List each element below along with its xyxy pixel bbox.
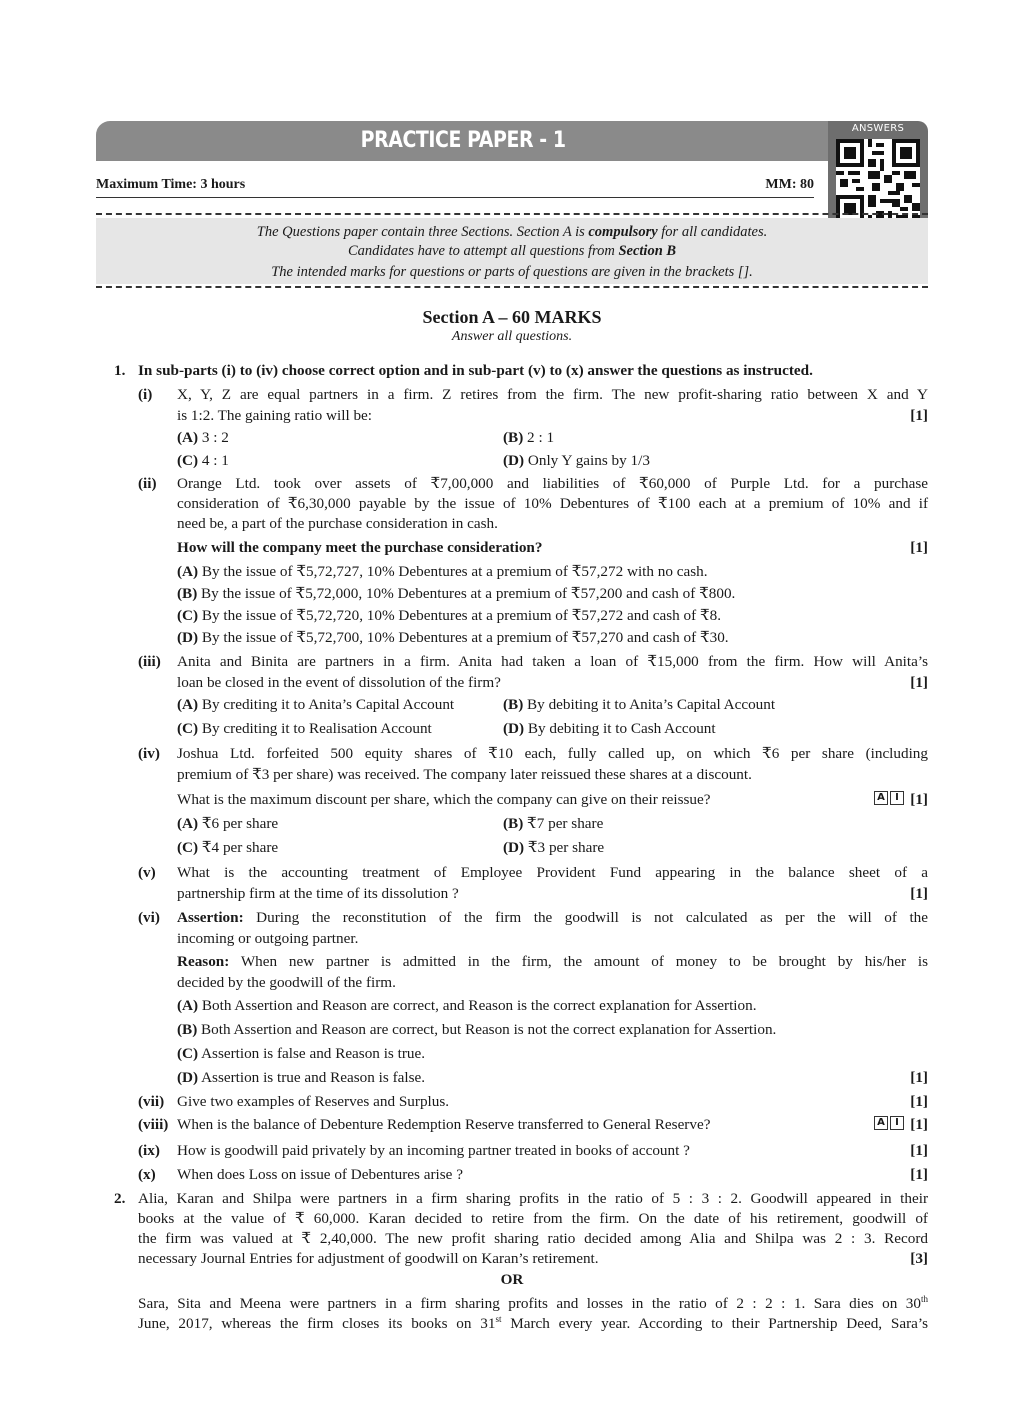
- subpart-label: (viii): [138, 1116, 169, 1133]
- question-text: Give two examples of Reserves and Surplus.: [177, 1093, 450, 1110]
- question-stem: In sub-parts (i) to (iv) choose correct option and in sub-part (v) to (x) answer the questions as instructed.: [138, 362, 813, 379]
- subpart-label: (ix): [138, 1142, 160, 1159]
- instruction-line-2: Candidates have to attempt all questions from Section B: [347, 243, 677, 259]
- marks-label: [1]: [910, 1116, 928, 1133]
- paper-title: PRACTICE PAPER - 1: [360, 128, 566, 153]
- option-d: (D) By the issue of ₹5,72,700, 10% Debentures at a premium of ₹57,270 and cash of ₹30.: [177, 629, 729, 646]
- option-a: (A) Both Assertion and Reason are correct, and Reason is the correct explanation for Assertion.: [177, 997, 757, 1014]
- question-text: partnership firm at the time of its dissolution ?: [177, 885, 459, 902]
- section-subtitle: Answer all questions.: [451, 329, 573, 344]
- option-b: (B) ₹7 per share: [503, 815, 604, 832]
- question-text: When is the balance of Debenture Redemption Reserve transferred to General Reserve?: [177, 1116, 711, 1133]
- question-number: 1.: [114, 362, 126, 379]
- assertion-text: incoming or outgoing partner.: [177, 930, 359, 947]
- marks-label: [3]: [910, 1250, 928, 1267]
- option-c: (C) 4 : 1: [177, 452, 229, 469]
- marks-label: [1]: [910, 407, 928, 424]
- subpart-label: (x): [138, 1166, 156, 1183]
- question-text: Sara, Sita and Meena were partners in a firm sharing profits and losses in the ratio of 2 : 2 : 1. Sara dies on 30th: [138, 1293, 928, 1312]
- marks-label: [1]: [910, 885, 928, 902]
- option-b: (B) By debiting it to Anita’s Capital Account: [503, 696, 776, 713]
- subpart-label: (iii): [138, 653, 161, 670]
- option-c: (C) ₹4 per share: [177, 839, 279, 856]
- assertion-text: Assertion: During the reconstitution of the firm the goodwill is not calculated as per the will of the: [177, 909, 928, 926]
- dashed-divider-top: [96, 213, 928, 215]
- max-marks: MM: 80: [765, 177, 814, 192]
- divider: [96, 197, 814, 198]
- question-text: Anita and Binita are partners in a firm. Anita had taken a loan of ₹15,000 from the firm. How will Anita’s: [177, 653, 928, 670]
- question-text: What is the accounting treatment of Employee Provident Fund appearing in the balance sheet of a: [177, 864, 928, 881]
- paper-title-bar: [96, 121, 830, 161]
- marks-label: [1]: [910, 1069, 928, 1086]
- section-title: Section A – 60 MARKS: [422, 307, 602, 327]
- subpart-label: (vi): [138, 909, 160, 926]
- dashed-divider-bottom: [96, 286, 928, 288]
- qr-code-icon[interactable]: [836, 139, 920, 223]
- question-text: Orange Ltd. took over assets of ₹7,00,000 and liabilities of ₹60,000 of Purple Ltd. for a purchase: [177, 475, 928, 492]
- subpart-label: (ii): [138, 475, 157, 492]
- option-b: (B) Both Assertion and Reason are correct, but Reason is not the correct explanation for Assertion.: [177, 1021, 777, 1038]
- marks-label: [1]: [910, 1166, 928, 1183]
- marks-label: [1]: [910, 1093, 928, 1110]
- ai-badge-icon: A I: [874, 1115, 906, 1133]
- option-c: (C) Assertion is false and Reason is true.: [177, 1045, 426, 1062]
- question-text: June, 2017, whereas the firm closes its books on 31st March every year. According to their Partnership Deed, Sara’s: [138, 1313, 928, 1332]
- question-text: need be, a part of the purchase consideration in cash.: [177, 515, 498, 532]
- question-text: the firm was valued at ₹ 2,40,000. The new profit sharing ratio decided among Alia and Shilpa was 2 : 3. Record: [138, 1230, 928, 1247]
- instructions-box: [96, 218, 928, 284]
- reason-text: Reason: When new partner is admitted in the firm, the amount of money to be brought by his/her is: [177, 953, 928, 970]
- question-text: consideration of ₹6,30,000 payable by the issue of 10% Debentures of ₹100 each at a premium of 10% and if: [177, 495, 928, 512]
- question-text: How is goodwill paid privately by an incoming partner treated in books of account ?: [177, 1142, 690, 1159]
- reason-text: decided by the goodwill of the firm.: [177, 974, 396, 991]
- subpart-label: (iv): [138, 745, 160, 762]
- option-a: (A) 3 : 2: [177, 429, 229, 446]
- answers-label: ANSWERS: [851, 123, 905, 134]
- question-text: premium of ₹3 per share) was received. The company later reissued these shares at a discount.: [177, 766, 752, 783]
- question-text: necessary Journal Entries for adjustment of goodwill on Karan’s retirement.: [138, 1250, 599, 1267]
- option-b: (B) By the issue of ₹5,72,000, 10% Debentures at a premium of ₹57,200 and cash of ₹800.: [177, 585, 736, 602]
- option-b: (B) 2 : 1: [503, 429, 555, 446]
- question-prompt: What is the maximum discount per share, which the company can give on their reissue?: [177, 791, 711, 808]
- question-number: 2.: [114, 1190, 126, 1207]
- option-d: (D) By debiting it to Cash Account: [503, 720, 716, 737]
- question-text: X, Y, Z are equal partners in a firm. Z retires from the firm. The new profit-sharing ratio between X and Y: [177, 386, 928, 403]
- option-a: (A) ₹6 per share: [177, 815, 279, 832]
- question-text: When does Loss on issue of Debentures arise ?: [177, 1166, 463, 1183]
- option-a: (A) By crediting it to Anita’s Capital Account: [177, 696, 455, 713]
- option-c: (C) By the issue of ₹5,72,720, 10% Debentures at a premium of ₹57,272 and cash of ₹8.: [177, 607, 721, 624]
- question-prompt: How will the company meet the purchase consideration?: [177, 539, 543, 556]
- option-d: (D) Only Y gains by 1/3: [503, 452, 650, 469]
- or-divider: OR: [500, 1271, 524, 1288]
- option-a: (A) By the issue of ₹5,72,727, 10% Debentures at a premium of ₹57,272 with no cash.: [177, 563, 708, 580]
- max-time: Maximum Time: 3 hours: [96, 177, 246, 192]
- option-c: (C) By crediting it to Realisation Account: [177, 720, 432, 737]
- option-d: (D) ₹3 per share: [503, 839, 605, 856]
- marks-label: [1]: [910, 1142, 928, 1159]
- subpart-label: (vii): [138, 1093, 165, 1110]
- question-text: Joshua Ltd. forfeited 500 equity shares of ₹10 each, fully called up, on which ₹6 per share (including: [177, 745, 928, 762]
- paper-meta-row: [96, 175, 814, 195]
- marks-label: [1]: [910, 674, 928, 691]
- question-text: is 1:2. The gaining ratio will be:: [177, 407, 373, 424]
- instruction-line-1: The Questions paper contain three Sections. Section A is compulsory for all candidates.: [256, 224, 768, 240]
- question-text: Alia, Karan and Shilpa were partners in a firm sharing profits in the ratio of 5 : 3 : 2. Goodwill appeared in their: [138, 1190, 928, 1207]
- question-text: loan be closed in the event of dissolution of the firm?: [177, 674, 501, 691]
- question-text: books at the value of ₹ 60,000. Karan decided to retire from the firm. On the date of his retirement, goodwill of: [138, 1210, 928, 1227]
- option-d: (D) Assertion is true and Reason is false.: [177, 1069, 426, 1086]
- marks-label: [1]: [910, 539, 928, 556]
- ai-badge-icon: A I: [874, 790, 906, 808]
- subpart-label: (v): [138, 864, 156, 881]
- marks-label: [1]: [910, 791, 928, 808]
- subpart-label: (i): [138, 386, 153, 403]
- instruction-line-3: The intended marks for questions or parts of questions are given in the brackets [].: [271, 264, 753, 280]
